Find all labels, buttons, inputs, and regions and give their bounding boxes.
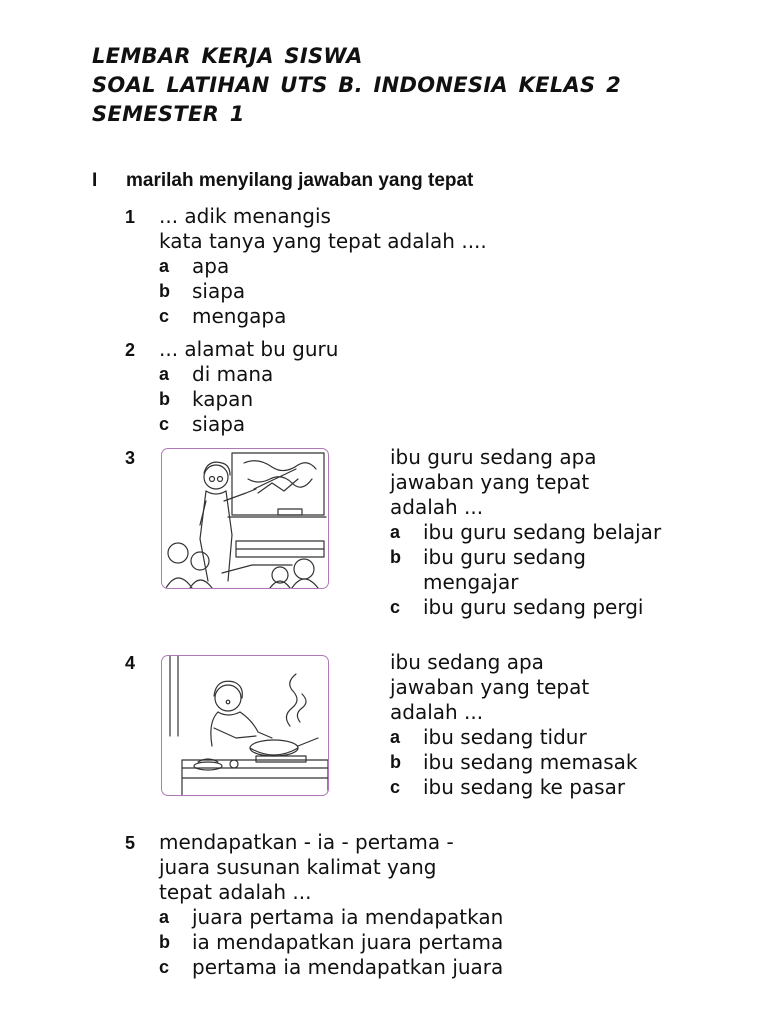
question-4-line-1: ibu sedang apa [390, 650, 544, 674]
option-letter: c [159, 957, 170, 977]
option-text: mengapa [192, 304, 287, 328]
teacher-at-board-illustration [161, 448, 329, 589]
question-5-number: 5 [125, 833, 136, 853]
option-text: ibu sedang tidur [423, 725, 587, 749]
option-letter: c [390, 777, 401, 797]
question-5-line-3: tepat adalah ... [159, 880, 312, 904]
question-5-option-a[interactable] [159, 905, 503, 930]
question-1-number: 1 [125, 207, 136, 227]
option-letter: a [390, 522, 401, 542]
question-4-option-a[interactable] [390, 725, 637, 750]
question-5-line-2: juara susunan kalimat yang [159, 855, 437, 879]
question-1-line-2: kata tanya yang tepat adalah .... [159, 229, 487, 253]
question-2-number: 2 [125, 340, 136, 360]
option-letter: a [390, 727, 401, 747]
question-4-number: 4 [125, 653, 136, 673]
option-letter: a [159, 256, 170, 276]
question-2-line-1: ... alamat bu guru [159, 337, 339, 361]
teacher-illustration-svg [162, 449, 328, 588]
option-text: ibu sedang memasak [423, 750, 638, 774]
title-line-3: SEMESTER 1 [92, 102, 245, 126]
question-1-option-c[interactable] [159, 304, 487, 329]
title-line-2: SOAL LATIHAN UTS B. INDONESIA KELAS 2 [92, 73, 621, 97]
question-1 [159, 204, 487, 329]
question-1-option-a[interactable] [159, 254, 487, 279]
question-5-option-b[interactable] [159, 930, 503, 955]
option-letter: b [390, 752, 401, 772]
option-text-line-2: mengajar [423, 570, 519, 594]
question-4-line-2: jawaban yang tepat [390, 675, 590, 699]
question-3-option-b[interactable] [390, 545, 661, 595]
question-4 [390, 650, 637, 800]
option-letter: a [159, 907, 170, 927]
question-4-option-b[interactable] [390, 750, 637, 775]
option-text: ibu sedang ke pasar [423, 775, 626, 799]
question-2 [159, 337, 338, 437]
question-3-line-2: jawaban yang tepat [390, 470, 590, 494]
mother-cooking-illustration [161, 655, 329, 796]
question-1-option-b[interactable] [159, 279, 487, 304]
option-text: siapa [192, 412, 246, 436]
question-5-line-1: mendapatkan - ia - pertama - [159, 830, 454, 854]
question-4-option-c[interactable] [390, 775, 637, 800]
question-5-option-c[interactable] [159, 955, 503, 980]
section-instruction: marilah menyilang jawaban yang tepat [126, 170, 474, 191]
question-1-line-1: ... adik menangis [159, 204, 331, 228]
option-text: di mana [192, 362, 274, 386]
option-text: juara pertama ia mendapatkan [192, 905, 504, 929]
question-5 [159, 830, 503, 980]
question-2-option-c[interactable] [159, 412, 338, 437]
question-2-option-a[interactable] [159, 362, 338, 387]
option-letter: b [159, 281, 170, 301]
option-text: pertama ia mendapatkan juara [192, 955, 504, 979]
option-text [423, 545, 586, 595]
option-letter: a [159, 364, 170, 384]
cooking-illustration-svg [162, 656, 328, 795]
question-4-line-3: adalah ... [390, 700, 484, 724]
option-text: apa [192, 254, 230, 278]
option-letter: b [390, 547, 401, 567]
question-3-line-3: adalah ... [390, 495, 484, 519]
option-text-line-1: ibu guru sedang [423, 545, 586, 569]
option-letter: b [159, 389, 170, 409]
question-3-line-1: ibu guru sedang apa [390, 445, 597, 469]
option-text: kapan [192, 387, 254, 411]
question-3-option-a[interactable] [390, 520, 661, 545]
title-line-1: LEMBAR KERJA SISWA [92, 44, 363, 68]
option-letter: c [159, 306, 170, 326]
section-number: I [92, 170, 98, 191]
option-text: siapa [192, 279, 246, 303]
option-letter: c [390, 597, 401, 617]
question-2-option-b[interactable] [159, 387, 338, 412]
option-text: ibu guru sedang belajar [423, 520, 662, 544]
question-3-number: 3 [125, 448, 136, 468]
option-letter: b [159, 932, 170, 952]
question-3-option-c[interactable] [390, 595, 661, 620]
option-text: ia mendapatkan juara pertama [192, 930, 504, 954]
question-3 [390, 445, 661, 620]
option-letter: c [159, 414, 170, 434]
option-text: ibu guru sedang pergi [423, 595, 644, 619]
worksheet-title [92, 42, 621, 129]
